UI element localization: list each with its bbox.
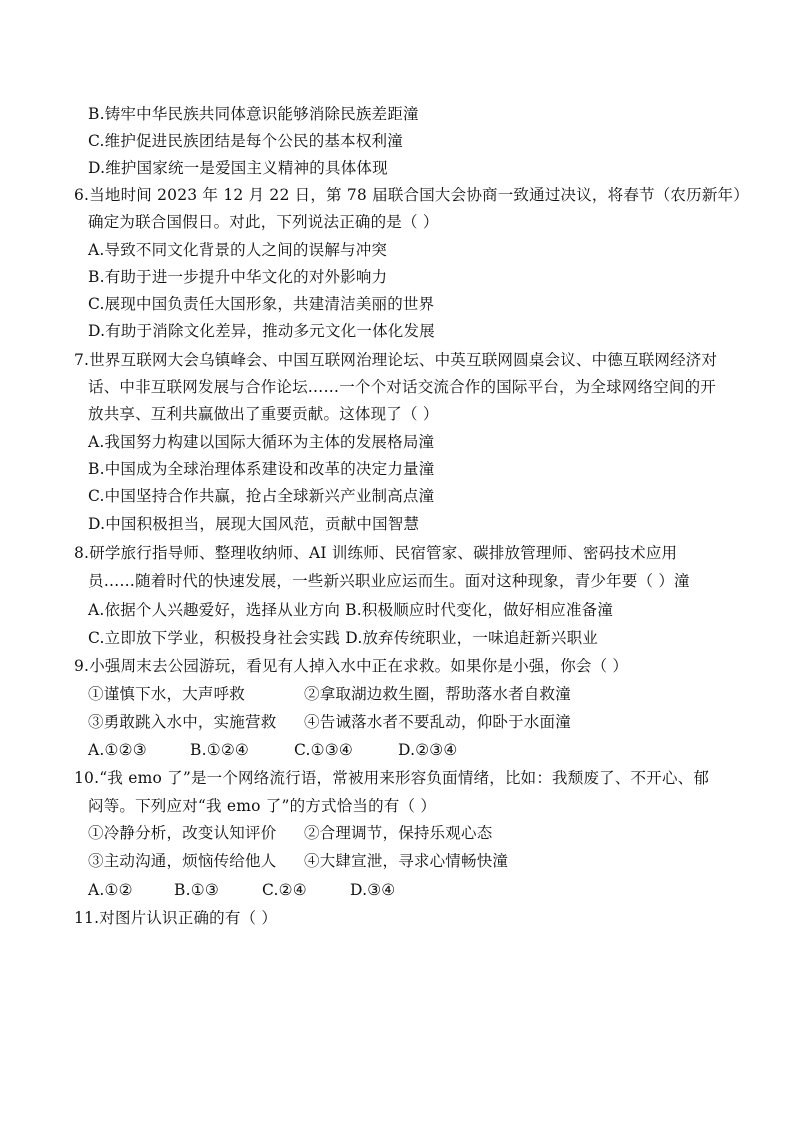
q8-options-ab: A.依据个人兴趣爱好，选择从业方向 B.积极顺应时代变化，做好相应准备潼 xyxy=(88,601,614,619)
q10-stem-line2: 闷等。下列应对“我 emo 了”的方式恰当的有（ ） xyxy=(88,797,437,815)
q9-option-d: D.②③④ xyxy=(398,741,458,759)
q7-option-c: C.中国坚持合作共赢，抢占全球新兴产业制高点潼 xyxy=(88,487,435,505)
q6-stem-line2: 确定为联合国假日。对此，下列说法正确的是（ ） xyxy=(88,213,439,231)
q10-option-a: A.①② xyxy=(88,881,133,899)
q9-option-b: B.①②④ xyxy=(190,741,250,759)
q10-option-c: C.②④ xyxy=(262,881,307,899)
q9-option-a: A.①②③ xyxy=(88,741,147,759)
q5-option-c: C.维护促进民族团结是每个公民的基本权利潼 xyxy=(88,132,403,150)
q6-option-c: C.展现中国负责任大国形象，共建清洁美丽的世界 xyxy=(88,295,435,313)
q8-stem-line1: 8.研学旅行指导师、整理收纳师、AI 训练师、民宿管家、碳排放管理师、密码技术应用 xyxy=(74,544,678,562)
q9-statement-4: ④告诫落水者不要乱动，仰卧于水面潼 xyxy=(304,713,571,731)
q7-stem-line2: 话、中非互联网发展与合作论坛……一个个对话交流合作的国际平台，为全球网络空间的开 xyxy=(88,378,717,396)
q9-statement-1: ①谨慎下水，大声呼救 xyxy=(88,685,246,703)
q8-options-cd: C.立即放下学业，积极投身社会实践 D.放弃传统职业，一味追赶新兴职业 xyxy=(88,629,598,647)
q6-option-d: D.有助于消除文化差异，推动多元文化一体化发展 xyxy=(88,322,435,340)
q10-statement-1: ①冷静分析，改变认知评价 xyxy=(88,824,277,842)
q10-statement-3: ③主动沟通，烦恼传给他人 xyxy=(88,852,277,870)
q9-option-c: C.①③④ xyxy=(294,741,353,759)
q10-statement-4: ④大肆宣泄，寻求心情畅快潼 xyxy=(304,852,509,870)
q9-statement-3: ③勇敢跳入水中，实施营救 xyxy=(88,713,277,731)
q7-option-a: A.我国努力构建以国际大循环为主体的发展格局潼 xyxy=(88,433,435,451)
q10-option-d: D.③④ xyxy=(350,881,396,899)
q6-option-b: B.有助于进一步提升中华文化的对外影响力 xyxy=(88,268,388,286)
q6-stem-line1: 6.当地时间 2023 年 12 月 22 日，第 78 届联合国大会协商一致通过决议，将春节（农历新年） xyxy=(74,186,749,204)
q6-option-a: A.导致不同文化背景的人之间的误解与冲突 xyxy=(88,241,388,259)
q7-stem-line3: 放共享、互利共赢做出了重要贡献。这体现了（ ） xyxy=(88,405,439,423)
q5-option-b: B.铸牢中华民族共同体意识能够消除民族差距潼 xyxy=(88,105,419,123)
q10-stem-line1: 10.“我 emo 了”是一个网络流行语，常被用来形容负面情绪，比如：我颓废了、不开心、郁 xyxy=(74,769,710,787)
q9-statement-2: ②拿取湖边救生圈，帮助落水者自救潼 xyxy=(304,685,571,703)
q10-option-b: B.①③ xyxy=(174,881,219,899)
q11-stem: 11.对图片认识正确的有（ ） xyxy=(74,909,278,927)
q7-stem-line1: 7.世界互联网大会乌镇峰会、中国互联网治理论坛、中英互联网圆桌会议、中德互联网经济对 xyxy=(74,351,718,369)
q9-stem: 9.小强周末去公园游玩，看见有人掉入水中正在求救。如果你是小强，你会（ ） xyxy=(74,657,629,675)
q5-option-d: D.维护国家统一是爱国主义精神的具体体现 xyxy=(88,159,388,177)
q7-option-d: D.中国积极担当，展现大国风范，贡献中国智慧 xyxy=(88,515,420,533)
q10-statement-2: ②合理调节，保持乐观心态 xyxy=(304,824,493,842)
q8-stem-line2: 员……随着时代的快速发展，一些新兴职业应运而生。面对这种现象，青少年要（ ）潼 xyxy=(88,572,690,590)
q7-option-b: B.中国成为全球治理体系建设和改革的决定力量潼 xyxy=(88,460,435,478)
